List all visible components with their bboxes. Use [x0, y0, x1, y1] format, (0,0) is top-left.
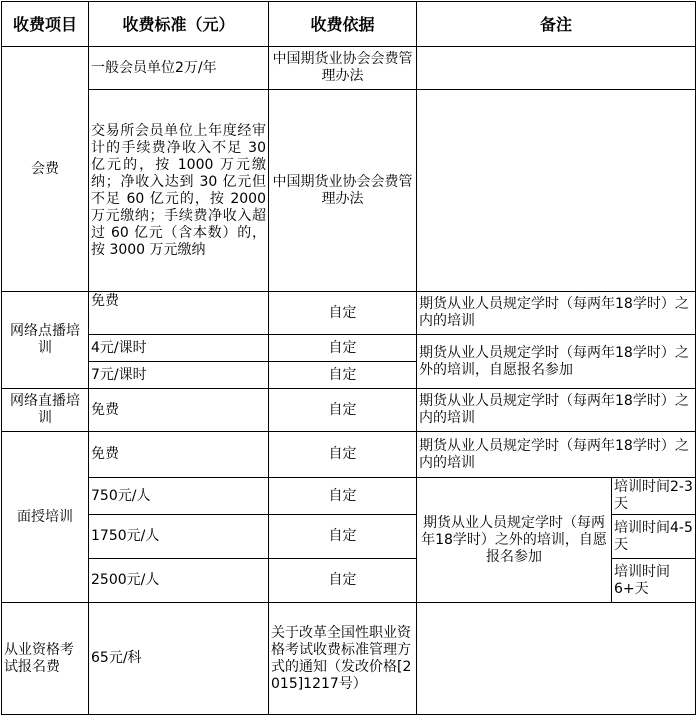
table-row — [2, 389, 696, 432]
basis-cell: 自定 — [269, 559, 417, 603]
header-item: 收费项目 — [2, 2, 89, 47]
duration-cell: 培训时间4-5天 — [612, 515, 696, 559]
basis-cell: 自定 — [269, 515, 417, 559]
table-row — [2, 335, 696, 362]
standard-cell: 4元/课时 — [89, 335, 269, 362]
header-note: 备注 — [417, 2, 696, 47]
duration-cell: 培训时间6+天 — [612, 559, 696, 603]
table-row — [2, 478, 696, 515]
item-face-to-face: 面授培训 — [2, 432, 89, 603]
table-row — [2, 603, 696, 715]
note-cell: 期货从业人员规定学时（每两年18学时）之内的培训 — [417, 389, 696, 432]
fee-table — [1, 1, 696, 715]
table-row — [2, 432, 696, 478]
note-cell — [417, 47, 696, 90]
basis-cell: 自定 — [269, 478, 417, 515]
item-online-live: 网络直播培训 — [2, 389, 89, 432]
header-row — [2, 2, 696, 47]
header-basis: 收费依据 — [269, 2, 417, 47]
basis-cell: 自定 — [269, 389, 417, 432]
note-cell: 期货从业人员规定学时（每两年18学时）之内的培训 — [417, 432, 696, 478]
duration-cell: 培训时间2-3天 — [612, 478, 696, 515]
standard-cell: 免费 — [89, 292, 269, 335]
item-exam: 从业资格考试报名费 — [2, 603, 89, 715]
note-cell — [417, 603, 696, 715]
standard-cell: 交易所会员单位上年度经审计的手续费净收入不足 30 亿元的，按 1000 万元缴纳；净收入达到 30 亿元但不足 60 亿元的，按 2000 万元缴纳；手续费净收入超过 60 亿元（含本数）的，按 3000 万元缴纳 — [89, 90, 269, 292]
note-cell: 期货从业人员规定学时（每两年18学时）之外的培训，自愿报名参加 — [417, 335, 696, 389]
standard-cell: 7元/课时 — [89, 362, 269, 389]
basis-cell: 自定 — [269, 362, 417, 389]
note-cell: 期货从业人员规定学时（每两年18学时）之外的培训，自愿报名参加 — [417, 478, 612, 603]
standard-cell: 1750元/人 — [89, 515, 269, 559]
basis-cell: 关于改革全国性职业资格考试收费标准管理方式的通知（发改价格[2015]1217号） — [269, 603, 417, 715]
standard-cell: 免费 — [89, 432, 269, 478]
table-row — [2, 47, 696, 90]
standard-cell: 65元/科 — [89, 603, 269, 715]
item-online-vod: 网络点播培训 — [2, 292, 89, 389]
basis-cell: 中国期货业协会会费管理办法 — [269, 90, 417, 292]
basis-cell: 自定 — [269, 292, 417, 335]
table-row — [2, 90, 696, 292]
table-row — [2, 292, 696, 335]
standard-cell: 免费 — [89, 389, 269, 432]
header-standard: 收费标准（元） — [89, 2, 269, 47]
basis-cell: 中国期货业协会会费管理办法 — [269, 47, 417, 90]
note-cell: 期货从业人员规定学时（每两年18学时）之内的培训 — [417, 292, 696, 335]
basis-cell: 自定 — [269, 432, 417, 478]
standard-cell: 2500元/人 — [89, 559, 269, 603]
note-cell — [417, 90, 696, 292]
item-membership: 会费 — [2, 47, 89, 292]
standard-cell: 一般会员单位2万/年 — [89, 47, 269, 90]
basis-cell: 自定 — [269, 335, 417, 362]
standard-cell: 750元/人 — [89, 478, 269, 515]
